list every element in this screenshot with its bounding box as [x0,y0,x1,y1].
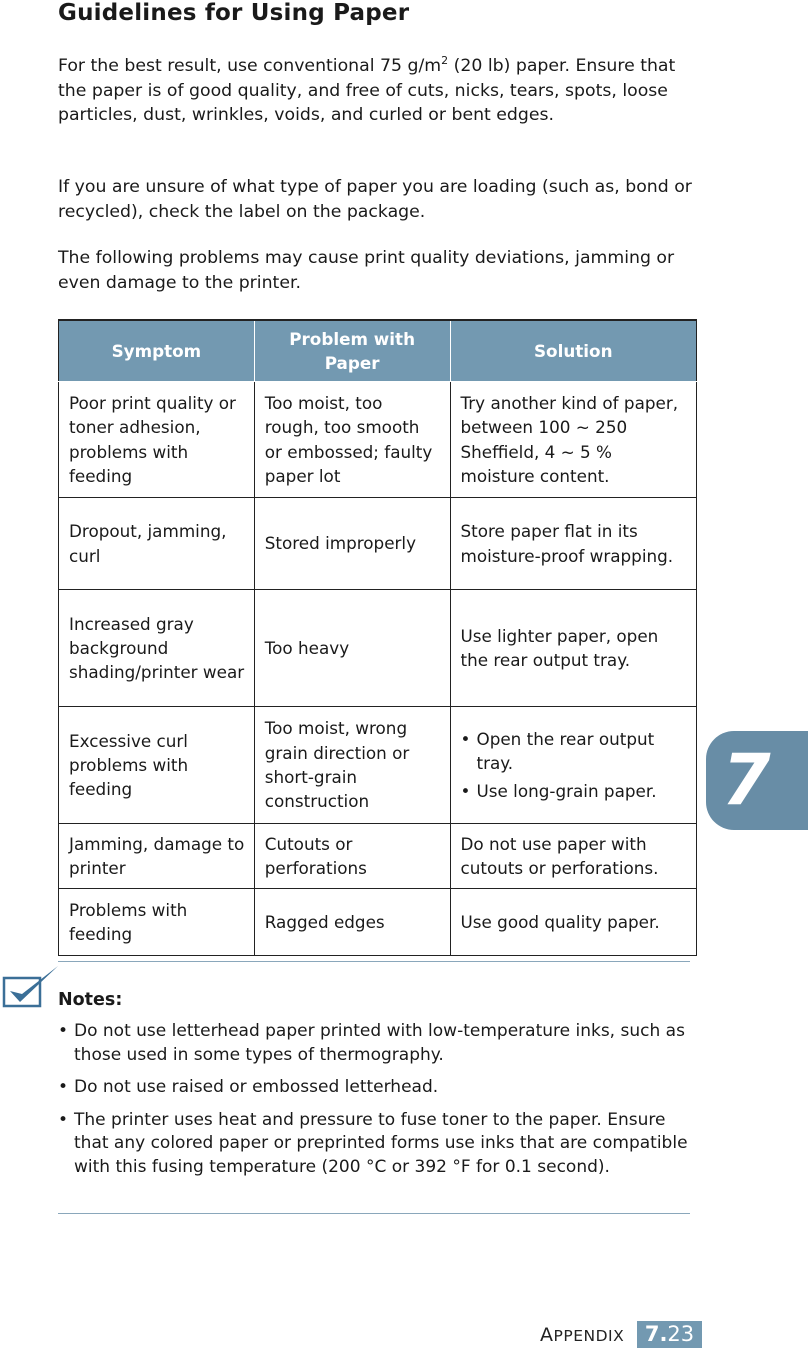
solution-cell: Store paper flat in its moisture-proof wrapping. [450,498,697,590]
problems-paragraph: The following problems may cause print quality deviations, jamming or even damage to the printer. [58,248,675,293]
header-symptom: Symptom [59,320,255,382]
symptom-cell: Jamming, damage to printer [59,824,255,889]
notes-list [58,1020,698,1188]
header-problem: Problem with Paper [254,320,450,382]
solution-list-item: • Open the rear output tray. [461,727,689,776]
solution-list [461,727,689,804]
table-row [59,707,697,824]
table-row [59,590,697,707]
symptom-cell: Poor print quality or toner adhesion, problems with feeding [59,382,255,498]
solution-cell [450,707,697,824]
problem-cell: Stored improperly [254,498,450,590]
solution-list-item: • Use long-grain paper. [461,779,689,803]
symptom-cell: Increased gray background shading/printer wear [59,590,255,707]
problem-cell: Ragged edges [254,889,450,956]
page-number: 7.23 [637,1321,702,1348]
notes-divider-bottom [58,1213,690,1214]
intro-paragraph: For the best result, use conventional 75 $g/m^2$ (20 lb) paper. Ensure that the paper is of good quality, and free of cuts, nicks, tears, spots, loose particles, dust, wrinkles, voids, and curled or bent edges. [58,54,676,125]
paper-problems-table [58,319,697,956]
problem-cell: Too moist, wrong grain direction or short-grain construction [254,707,450,824]
chapter-number: 7 [722,739,771,821]
checkmark-note-icon [0,964,62,1010]
footer-section-label: APPENDIX [540,1324,625,1346]
problem-cell: Too moist, too rough, too smooth or embossed; faulty paper lot [254,382,450,498]
note-item: • Do not use letterhead paper printed with low-temperature inks, such as those used in some types of thermography. [58,1020,698,1067]
symptom-cell: Problems with feeding [59,889,255,956]
table-row [59,824,697,889]
symptom-cell: Dropout, jamming, curl [59,498,255,590]
table-row [59,889,697,956]
table-header-row [59,320,697,382]
table-row [59,382,697,498]
problem-cell: Too heavy [254,590,450,707]
notes-divider-top [58,961,690,962]
header-solution: Solution [450,320,697,382]
notes-title: Notes: [58,990,123,1010]
solution-cell: Try another kind of paper, between 100 ~ 250 Sheffield, 4 ~ 5 % moisture content. [450,382,697,498]
note-item: • Do not use raised or embossed letterhead. [58,1076,698,1100]
solution-cell: Use good quality paper. [450,889,697,956]
table-row [59,498,697,590]
solution-cell: Use lighter paper, open the rear output tray. [450,590,697,707]
symptom-cell: Excessive curl problems with feeding [59,707,255,824]
solution-cell: Do not use paper with cutouts or perforations. [450,824,697,889]
paper-type-paragraph: If you are unsure of what type of paper you are loading (such as, bond or recycled), check the label on the package. [58,177,692,222]
page-title: Guidelines for Using Paper [58,0,410,26]
note-item: • The printer uses heat and pressure to fuse toner to the paper. Ensure that any colored paper or preprinted forms use inks that are compatible with this fusing temperature (200 °C or 392 °F for 0.1 second). [58,1109,698,1180]
problem-cell: Cutouts or perforations [254,824,450,889]
